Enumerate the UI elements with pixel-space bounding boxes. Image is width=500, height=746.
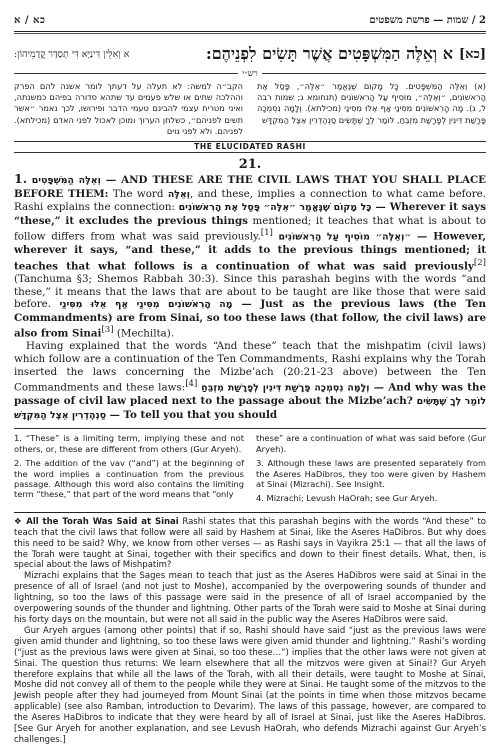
onkelos-text: א וְאִלֵּין דִּינַיָּא דִּי תְסַדַּר קֳדָמֵיהוֹן: xyxy=(14,48,130,60)
text-segment: , and these, implies a connection to what came before. Rashi explains the connection: xyxy=(14,187,486,214)
chapter-number: 21. xyxy=(238,157,262,172)
rashi-column-left: הקב״ה למשה: לא תעלה על דעתך לומר אשנה להם הפרק וההלכה שתים או שלש פעמים עד שתהא סדורה בפיהם כמשנתה, ואיני מטריח עצמי להבינם טעמי הדבר ופירושו, לכך נאמר ״אשר תשים לפניהם״, כשלחן הערוך ומוכן לאכול לפני האדם (מכילתא). לפניהם. ולא לפני גוים xyxy=(14,81,243,136)
hebrew-term: וְאֵלֶּה xyxy=(167,188,191,200)
insight-text: Rashi states that this parashah begins with the words “And these” to teach that the civil laws that follow were all said by Hashem at Sinai, like the Aseres HaDibros. But why does this need to be said? Why, we know from other verses — as Rashi says in Vayikra 25:1 — that all the laws of the Torah were taught at Sinai, together with their specifics and down to their finest details. What, then, is special about the laws of Mishpatim? xyxy=(14,516,486,571)
footnote-ref[interactable]: [3] xyxy=(101,325,114,336)
elucidation-text xyxy=(14,173,486,422)
footnote-ref[interactable]: [1] xyxy=(260,228,273,239)
elucidation-paragraph-1 xyxy=(14,173,486,340)
lead-translation: — AND THESE ARE THE CIVIL LAWS THAT YOU SHALL PLACE BEFORE THEM: xyxy=(14,174,487,200)
rashi-column-right: (א) וְאֵלֶּה הַמִּשְׁפָּטִים. כָּל מָקוֹם שֶׁנֶּאֱמַר ״אֵלֶּה״, פָּסַל אֶת הָרִאשׁוֹנִים, ״וְאֵלֶּה״, מוֹסִיף עַל הָרִאשׁוֹנִים (תנחומא ג; שמות רבה ל, ג). מָה הָרִאשׁוֹנִים מִסִּינַי אַף אֵלּוּ מִסִּינַי (מכילתא). וְלָמָּה נִסְמְכָה פָּרָשַׁת דִּינִין לְפָרָשַׁת מִזְבֵּחַ, לוֹמַר לְךָ שֶׁתָּשִׂים סַנְהֶדְרִין אֵצֶל הַמִּקְדָּשׁ xyxy=(257,81,486,125)
rashi-translation: — And why was the passage of civil law placed next to the passage about the Mizbe’ach? xyxy=(14,381,486,408)
rashi-divider-line-left xyxy=(14,73,238,74)
rashi-divider-line-right xyxy=(262,73,486,74)
footnote-ref[interactable]: [4] xyxy=(185,379,198,390)
footnotes xyxy=(14,433,486,507)
footnote-2: 2. The addition of the vav (“and”) at the beginning of the word implies a continuation from the previous passage. Although this word also contains the limiting term “these,” that part of the word means that “only xyxy=(14,458,244,500)
rashi-hebrew-block xyxy=(14,81,486,137)
footnotes-column-left xyxy=(14,433,244,507)
footnote-1: 1. “These” is a limiting term, implying these and not others, or, these are different from others (Gur Aryeh). xyxy=(14,433,244,454)
rashi-translation: — To tell you that you should xyxy=(106,408,278,421)
rashi-quote: כָּל מָקוֹם שֶׁנֶּאֱמַר ״אֵלֶּה״ פָּסַל אֶת הָרִאשׁוֹנִים xyxy=(178,202,372,214)
rashi-quote: וְלָמָּה נִסְמְכָה פָּרָשַׁת דִּינִין לְפָרָשַׁת מִזְבֵּחַ xyxy=(201,382,370,394)
rashi-quote: ״וְאֵלֶּה״ מוֹסִיף עַל הָרִאשׁוֹנִים xyxy=(272,231,411,243)
footnote-3: 3. Although these laws are presented separately from the Aseres HaDibros, they too were given by Hashem at Sinai (Mizrachi). See Insight. xyxy=(256,458,486,489)
elucidated-rashi-bar: THE ELUCIDATED RASHI xyxy=(14,141,486,153)
header-right-folio: כא / א xyxy=(14,14,46,26)
footnotes-column-right xyxy=(256,433,486,507)
rashi-translation: — Just as the previous laws (the Ten Commandments) are from Sinai, so too these laws (that follow, the civil laws) are also from Sinai xyxy=(14,298,486,340)
paragraph-number: 1. xyxy=(14,171,28,186)
text-segment: (Mechilta). xyxy=(113,327,175,340)
footnote-rule xyxy=(14,428,486,429)
rashi-translation: — However, wherever it says, “and these,” it adds to the previous things mentioned; it teaches that what follows is a continuation of what was said previously xyxy=(14,230,486,273)
text-segment: The word xyxy=(108,187,168,200)
running-header xyxy=(14,12,486,28)
verse-number: [כא] xyxy=(458,47,486,62)
verse-hebrew-text: א וְאֵלֶּה הַמִּשְׁפָּטִים אֲשֶׁר תָּשִׂים לִפְנֵיהֶם: xyxy=(205,44,453,63)
rashi-quote: מָה הָרִאשׁוֹנִים מִסִּינַי אַף אֵלּוּ מִסִּינַי xyxy=(59,299,233,311)
insight-paragraph-1 xyxy=(14,517,486,572)
insight-paragraph-3: Gur Aryeh argues (among other points) that if so, Rashi should have said “just as the previous laws were given amid thunder and lightning, so too these laws were given amid thunder and lightning.” Rashi’s wording (“just as the previous laws were given at Sinai, so too these…”) implies that the other laws were not given at Sinai. The question thus returns: We learn elsewhere that all the mitzvos were given at Sinai!? Gur Aryeh therefore explains that while all the laws of the Torah, with all their details, were taught to Moshe at Sinai, Moshe did not convey all of them to the people while they were at Sinai. He taught some of the mitzvos to the Jewish people after they had journeyed from Mount Sinai (at the points in time when those mitzvos became applicable) (see also Ramban, introduction to Devarim). The laws of this passage, however, are compared to the Aseres HaDibros to indicate that they were heard by all of Israel at Sinai, just like the Aseres HaDibros. [See Gur Aryeh for another explanation, and see Levush HaOrah, who defends Mizrachi against Gur Aryeh’s challenges.] xyxy=(14,625,486,745)
footnote-ref[interactable]: [2] xyxy=(473,257,486,268)
text-segment: Having explained that the words “And these” teach that the mishpatim (civil laws) which follow are a continuation of the Ten Commandments, Rashi explains why the Torah inserted the laws concerning the Mizbe’ach (20:21-23 above) between the Ten Commandments and these laws: xyxy=(14,340,486,394)
dibbur-hamaschil: וְאֵלֶּה הַמִּשְׁפָּטִים xyxy=(31,175,101,186)
torah-verse xyxy=(14,44,486,64)
insight-rule xyxy=(14,512,486,513)
header-parashah-title: 2 / שמות — פרשת משפטים xyxy=(369,14,486,26)
footnote-4: 4. Mizrachi; Levush HaOrah; see Gur Aryeh. xyxy=(256,493,438,504)
text-segment: mentioned; it teaches that what is about to follow differs from what was said previously. xyxy=(14,214,486,243)
header-rule-thin xyxy=(14,33,486,34)
rashi-quote: לוֹמַר לְךָ שֶׁתָּשִׂים סַנְהֶדְרִין אֵצֶל הַמִּקְדָּשׁ xyxy=(14,396,487,421)
rashi-translation: — Wherever it says “these,” it excludes the previous things xyxy=(14,201,487,227)
rashi-label: רש״י xyxy=(242,68,258,79)
footnote-2-continued: these” are a continuation of what was said before (Gur Aryeh). xyxy=(256,433,486,454)
rashi-divider xyxy=(14,68,486,78)
header-rule-thick xyxy=(14,31,486,32)
insight-paragraph-2: Mizrachi explains that the Sages mean to teach that just as the Aseres HaDibros were said at Sinai in the presence of all of Israel (and not just to Moshe), accompanied by the overpowering sounds of thunder and lightning, so too the laws of this passage were said in the presence of all of Israel accompanied by the overpowering sounds of the thunder and lightning. Other parts of the Torah were said to Moshe at Sinai during his forty days on the mountain, but were not all said in the public way the Aseres HaDibros were said. xyxy=(14,571,486,625)
insight-box xyxy=(14,517,486,746)
insight-title: All the Torah Was Said at Sinai xyxy=(26,516,179,527)
insight-icon: ❖ xyxy=(14,516,23,527)
elucidation-paragraph-2 xyxy=(14,340,486,422)
text-segment: (Tanchuma §3; Shemos Rabbah 30:3). Since this parashah begins with the words “and these,” it means that the laws that are about to be taught are like those that were said before. xyxy=(14,273,486,311)
